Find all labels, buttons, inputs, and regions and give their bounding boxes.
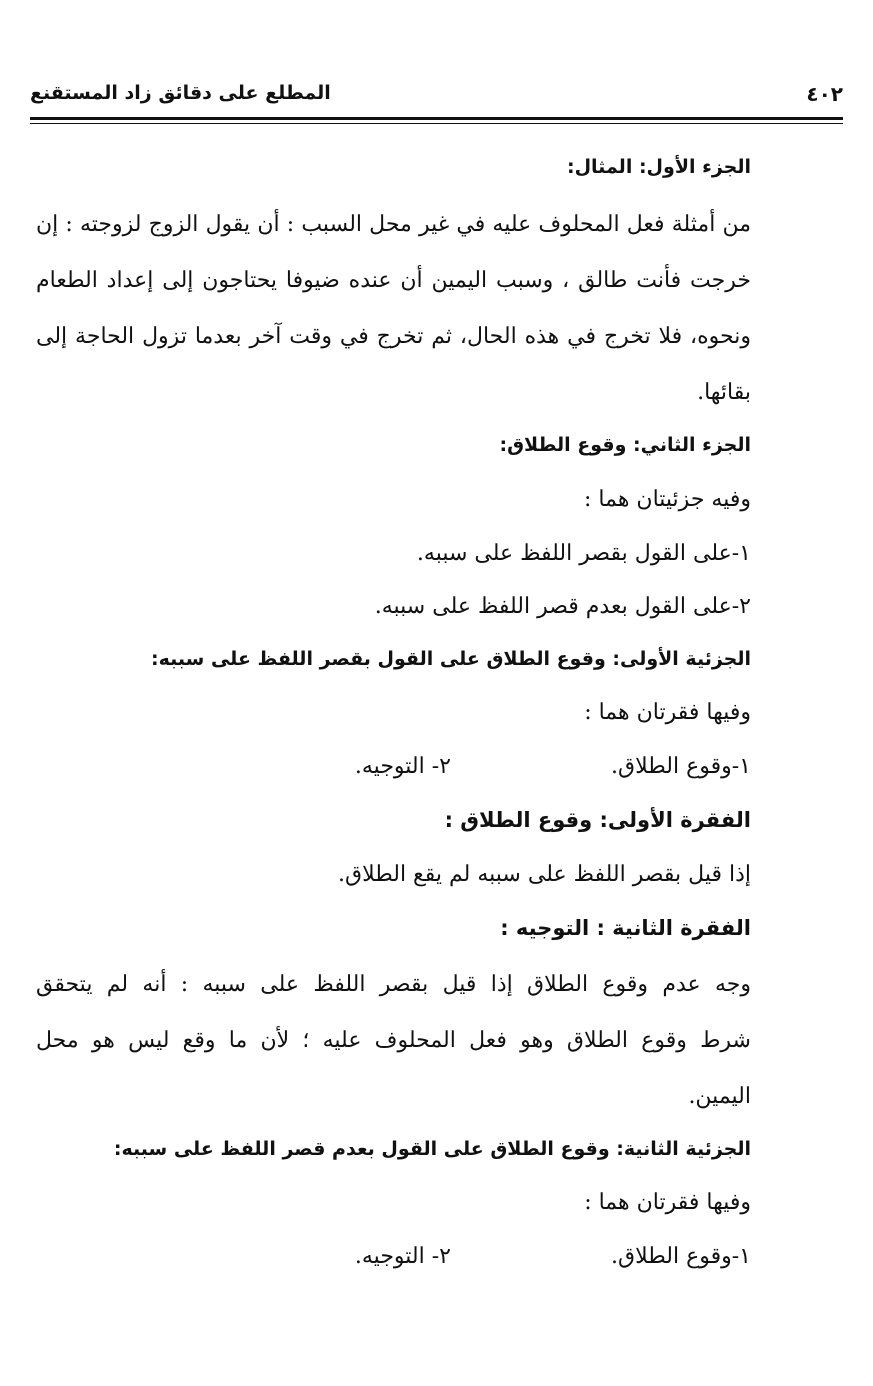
subsection-heading: الجزئية الثانية: وقوع الطلاق على القول بعدم قصر اللفظ على سببه: bbox=[113, 1138, 751, 1160]
list-item: ٢-على القول بعدم قصر اللفظ على سببه. bbox=[374, 594, 751, 619]
header-rule-thick bbox=[30, 117, 843, 120]
paragraph-line: شرط وقوع الطلاق وهو فعل المحلوف عليه ؛ لأن ما وقع ليس هو محل bbox=[36, 1028, 751, 1053]
paragraph-line: ونحوه، فلا تخرج في هذه الحال، ثم تخرج في وقت آخر بعدما تزول الحاجة إلى bbox=[36, 324, 751, 349]
subsection-heading: الجزئية الأولى: وقوع الطلاق على القول بقصر اللفظ على سببه: bbox=[151, 648, 751, 670]
paragraph-line: خرجت فأنت طالق ، وسبب اليمين أن عنده ضيوفا يحتاجون إلى إعداد الطعام bbox=[36, 268, 751, 293]
paragraph-line: وفيه جزئيتان هما : bbox=[584, 487, 751, 512]
page-header bbox=[30, 82, 843, 116]
paragraph-heading: الفقرة الثانية : التوجيه : bbox=[500, 916, 751, 940]
list-item: ١-على القول بقصر اللفظ على سببه. bbox=[416, 541, 751, 566]
page-number: ٤٠٢ bbox=[806, 82, 843, 106]
paragraph-line: وفيها فقرتان هما : bbox=[584, 700, 751, 725]
list-item: ١-وقوع الطلاق. bbox=[611, 1244, 751, 1269]
paragraph-line: وجه عدم وقوع الطلاق إذا قيل بقصر اللفظ على سببه : أنه لم يتحقق bbox=[36, 972, 751, 997]
paragraph-line: وفيها فقرتان هما : bbox=[584, 1190, 751, 1215]
list-item: ١-وقوع الطلاق. bbox=[611, 754, 751, 779]
section-heading: الجزء الثاني: وقوع الطلاق: bbox=[499, 434, 751, 456]
paragraph-heading: الفقرة الأولى: وقوع الطلاق : bbox=[444, 808, 751, 832]
list-item: ٢- التوجيه. bbox=[354, 754, 451, 779]
paragraph-line: من أمثلة فعل المحلوف عليه في غير محل السبب : أن يقول الزوج لزوجته : إن bbox=[36, 212, 751, 237]
paragraph-line: بقائها. bbox=[697, 380, 751, 405]
section-heading: الجزء الأول: المثال: bbox=[566, 156, 751, 178]
paragraph-line: اليمين. bbox=[688, 1084, 751, 1109]
header-rule-thin bbox=[30, 123, 843, 124]
running-title: المطلع على دقائق زاد المستقنع bbox=[30, 82, 331, 104]
list-item: ٢- التوجيه. bbox=[354, 1244, 451, 1269]
paragraph-line: إذا قيل بقصر اللفظ على سببه لم يقع الطلاق. bbox=[338, 862, 751, 887]
